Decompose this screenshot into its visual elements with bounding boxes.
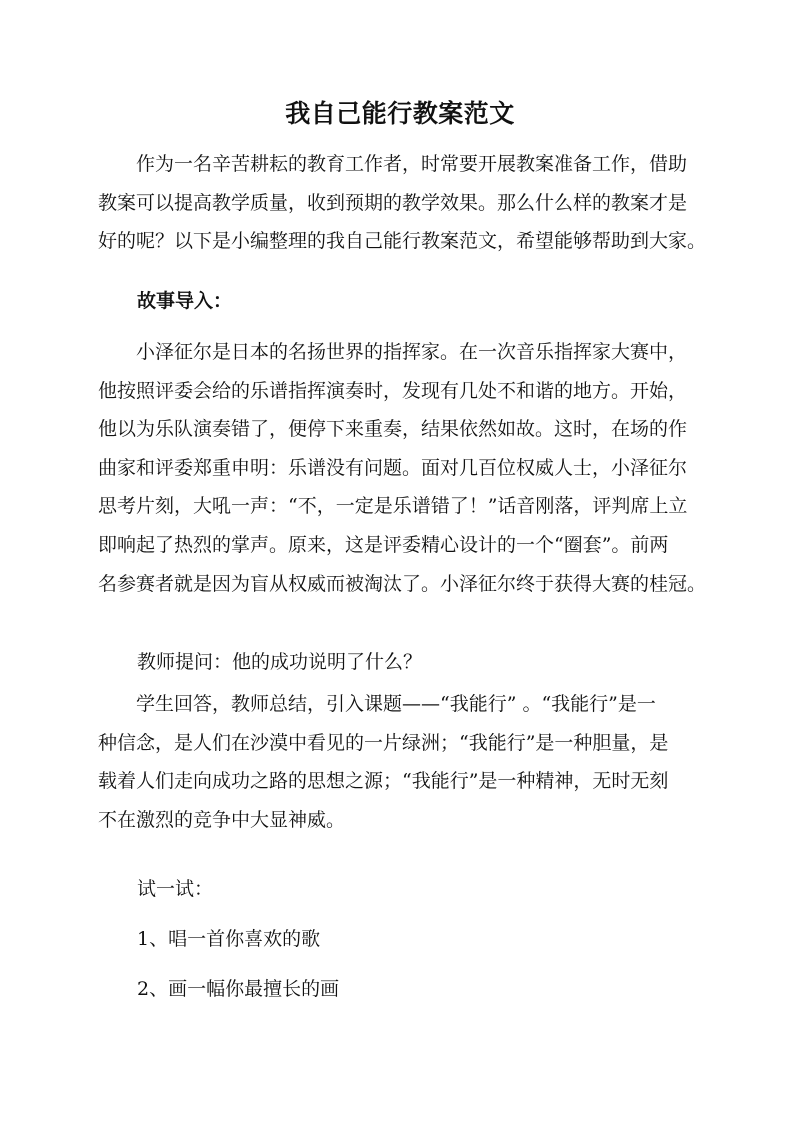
story-paragraph — [98, 333, 708, 603]
task-item: 1、唱一首你喜欢的歌 — [137, 928, 321, 950]
intro-line: 教案可以提高教学质量，收到预期的教学效果。那么什么样的教案才是 — [98, 191, 688, 214]
story-heading: 故事导入： — [137, 290, 233, 312]
answer-paragraph — [98, 685, 708, 839]
story-line: 即响起了热烈的掌声。原来，这是评委精心设计的一个“圈套”。前两 — [98, 533, 669, 556]
story-line: 思考片刻，大吼一声：“不，一定是乐谱错了！”话音刚落，评判席上立 — [98, 495, 688, 518]
intro-line: 好的呢？以下是小编整理的我自己能行教案范文，希望能够帮助到大家。 — [98, 230, 707, 253]
story-line: 他以为乐队演奏错了，便停下来重奏，结果依然如故。这时，在场的作 — [98, 418, 688, 441]
intro-paragraph — [98, 145, 708, 261]
answer-line: 学生回答，教师总结，引入课题——“我能行” 。“我能行”是一 — [136, 693, 656, 715]
story-line: 小泽征尔是日本的名扬世界的指挥家。在一次音乐指挥家大赛中， — [136, 341, 688, 363]
story-line: 他按照评委会给的乐谱指挥演奏时，发现有几处不和谐的地方。开始， — [98, 379, 688, 402]
answer-line: 不在激烈的竞争中大显神威。 — [98, 808, 346, 831]
answer-line: 种信念，是人们在沙漠中看见的一片绿洲；“我能行”是一种胆量，是 — [98, 731, 669, 754]
answer-line: 载着人们走向成功之路的思想之源；“我能行”是一种精神，无时无刻 — [98, 770, 669, 793]
story-line: 曲家和评委郑重申明：乐谱没有问题。面对几百位权威人士，小泽征尔 — [98, 456, 688, 479]
teacher-question: 教师提问：他的成功说明了什么？ — [137, 651, 423, 673]
task-item: 2、画一幅你最擅长的画 — [137, 978, 340, 1000]
document-title: 我自己能行教案范文 — [285, 99, 515, 128]
intro-line: 作为一名辛苦耕耘的教育工作者，时常要开展教案准备工作，借助 — [136, 153, 688, 175]
story-line: 名参赛者就是因为盲从权威而被淘汰了。小泽征尔终于获得大赛的桂冠。 — [98, 572, 707, 595]
try-heading: 试一试： — [137, 878, 214, 900]
